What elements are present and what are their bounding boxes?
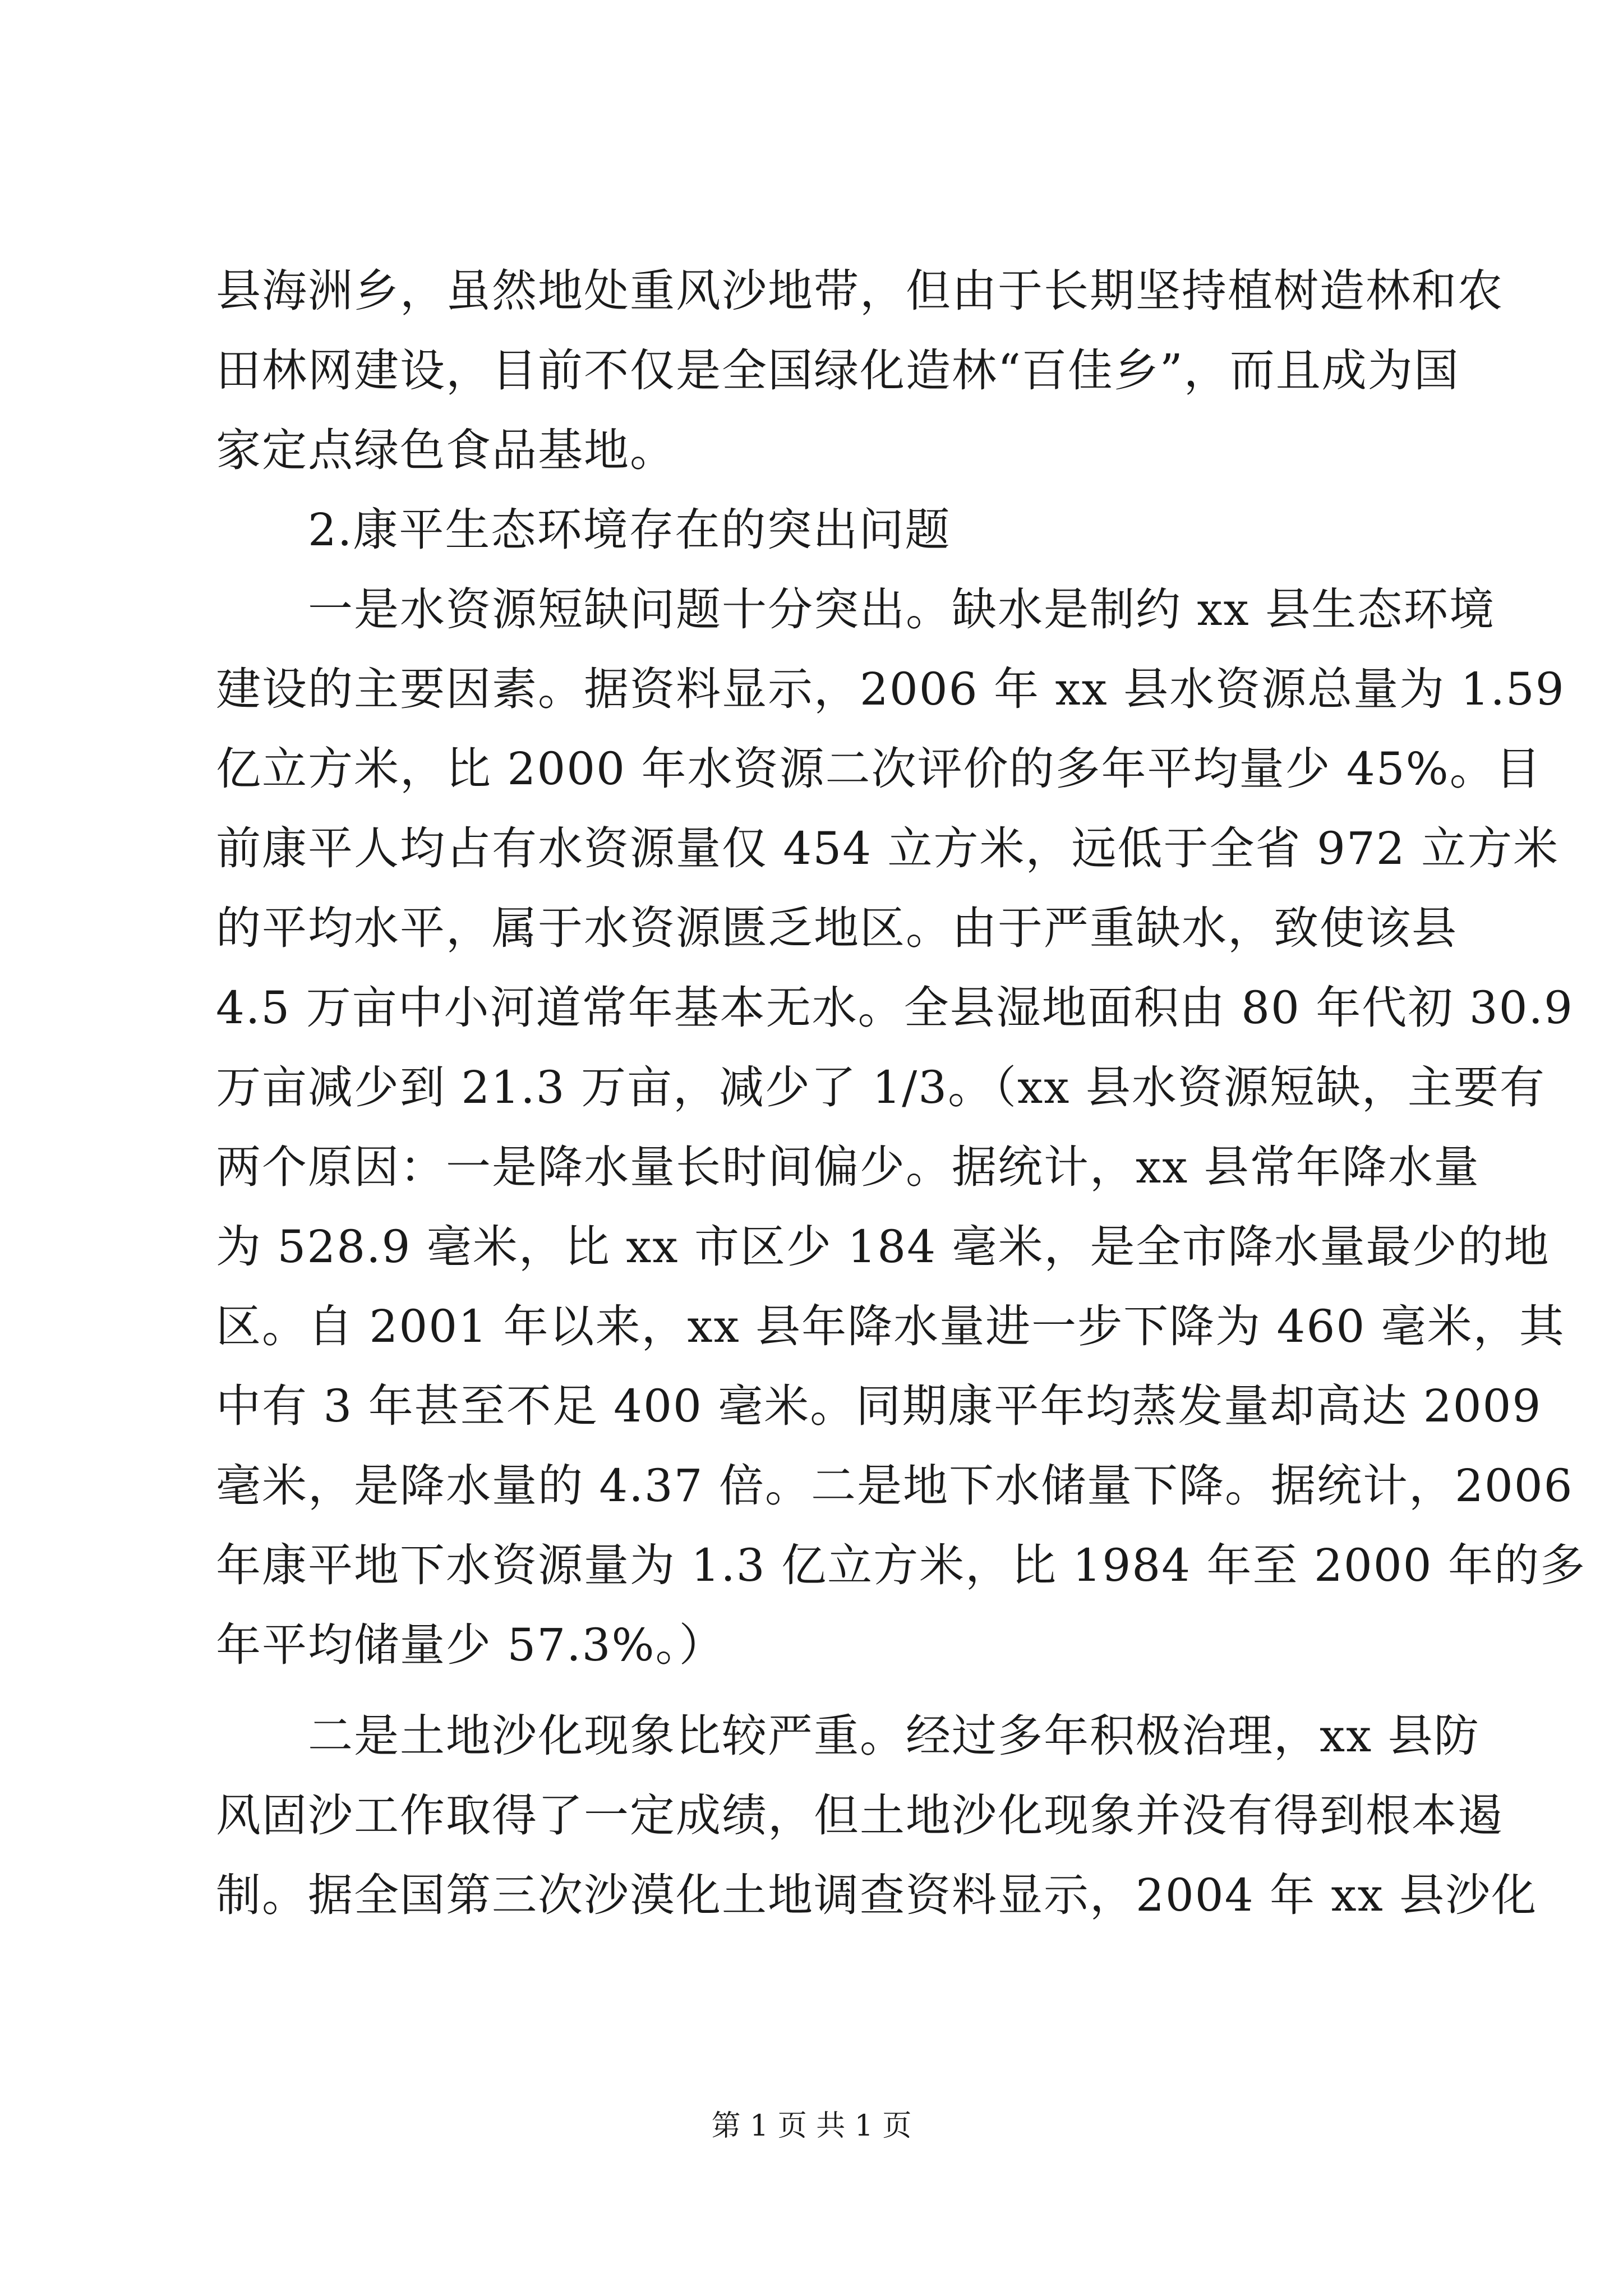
text-line: 前康平人均占有水资源量仅 454 立方米，远低于全省 972 立方米 (216, 822, 1560, 875)
text-line: 一是水资源短缺问题十分突出。缺水是制约 xx 县生态环境 (216, 583, 1496, 636)
text-line: 为 528.9 毫米，比 xx 市区少 184 毫米，是全市降水量最少的地 (216, 1221, 1550, 1273)
text-line: 亿立方米，比 2000 年水资源二次评价的多年平均量少 45%。目 (216, 743, 1542, 795)
text-line: 区。自 2001 年以来，xx 县年降水量进一步下降为 460 毫米，其 (216, 1300, 1565, 1352)
text-line: 年康平地下水资源量为 1.3 亿立方米，比 1984 年至 2000 年的多 (216, 1539, 1586, 1591)
text-line: 万亩减少到 21.3 万亩，减少了 1/3。（xx 县水资源短缺，主要有 (216, 1061, 1546, 1114)
text-line: 4.5 万亩中小河道常年基本无水。全县湿地面积由 80 年代初 30.9 (216, 982, 1574, 1034)
text-line: 建设的主要因素。据资料显示，2006 年 xx 县水资源总量为 1.59 (216, 663, 1565, 715)
text-line: 家定点绿色食品基地。 (216, 424, 676, 476)
text-line: 制。据全国第三次沙漠化土地调查资料显示，2004 年 xx 县沙化 (216, 1869, 1538, 1921)
document-body (216, 251, 1586, 1935)
text-line: 的平均水平，属于水资源匮乏地区。由于严重缺水，致使该县 (216, 902, 1458, 954)
paragraph-gap (216, 1685, 1438, 1696)
text-line: 年平均储量少 57.3%。） (216, 1619, 725, 1671)
text-line: 毫米，是降水量的 4.37 倍。二是地下水储量下降。据统计，2006 (216, 1460, 1574, 1512)
section-heading: 2.康平生态环境存在的突出问题 (216, 504, 951, 556)
text-line: 中有 3 年甚至不足 400 毫米。同期康平年均蒸发量却高达 2009 (216, 1380, 1542, 1432)
text-line: 二是土地沙化现象比较严重。经过多年积极治理，xx 县防 (216, 1710, 1480, 1762)
text-line: 县海洲乡，虽然地处重风沙地带，但由于长期坚持植树造林和农 (216, 265, 1504, 317)
text-line: 风固沙工作取得了一定成绩，但土地沙化现象并没有得到根本遏 (216, 1789, 1504, 1842)
page-footer: 第 1 页 共 1 页 (711, 2109, 912, 2143)
text-line: 两个原因：一是降水量长时间偏少。据统计，xx 县常年降水量 (216, 1141, 1480, 1193)
text-line: 田林网建设，目前不仅是全国绿化造林“百佳乡”，而且成为国 (216, 344, 1460, 397)
